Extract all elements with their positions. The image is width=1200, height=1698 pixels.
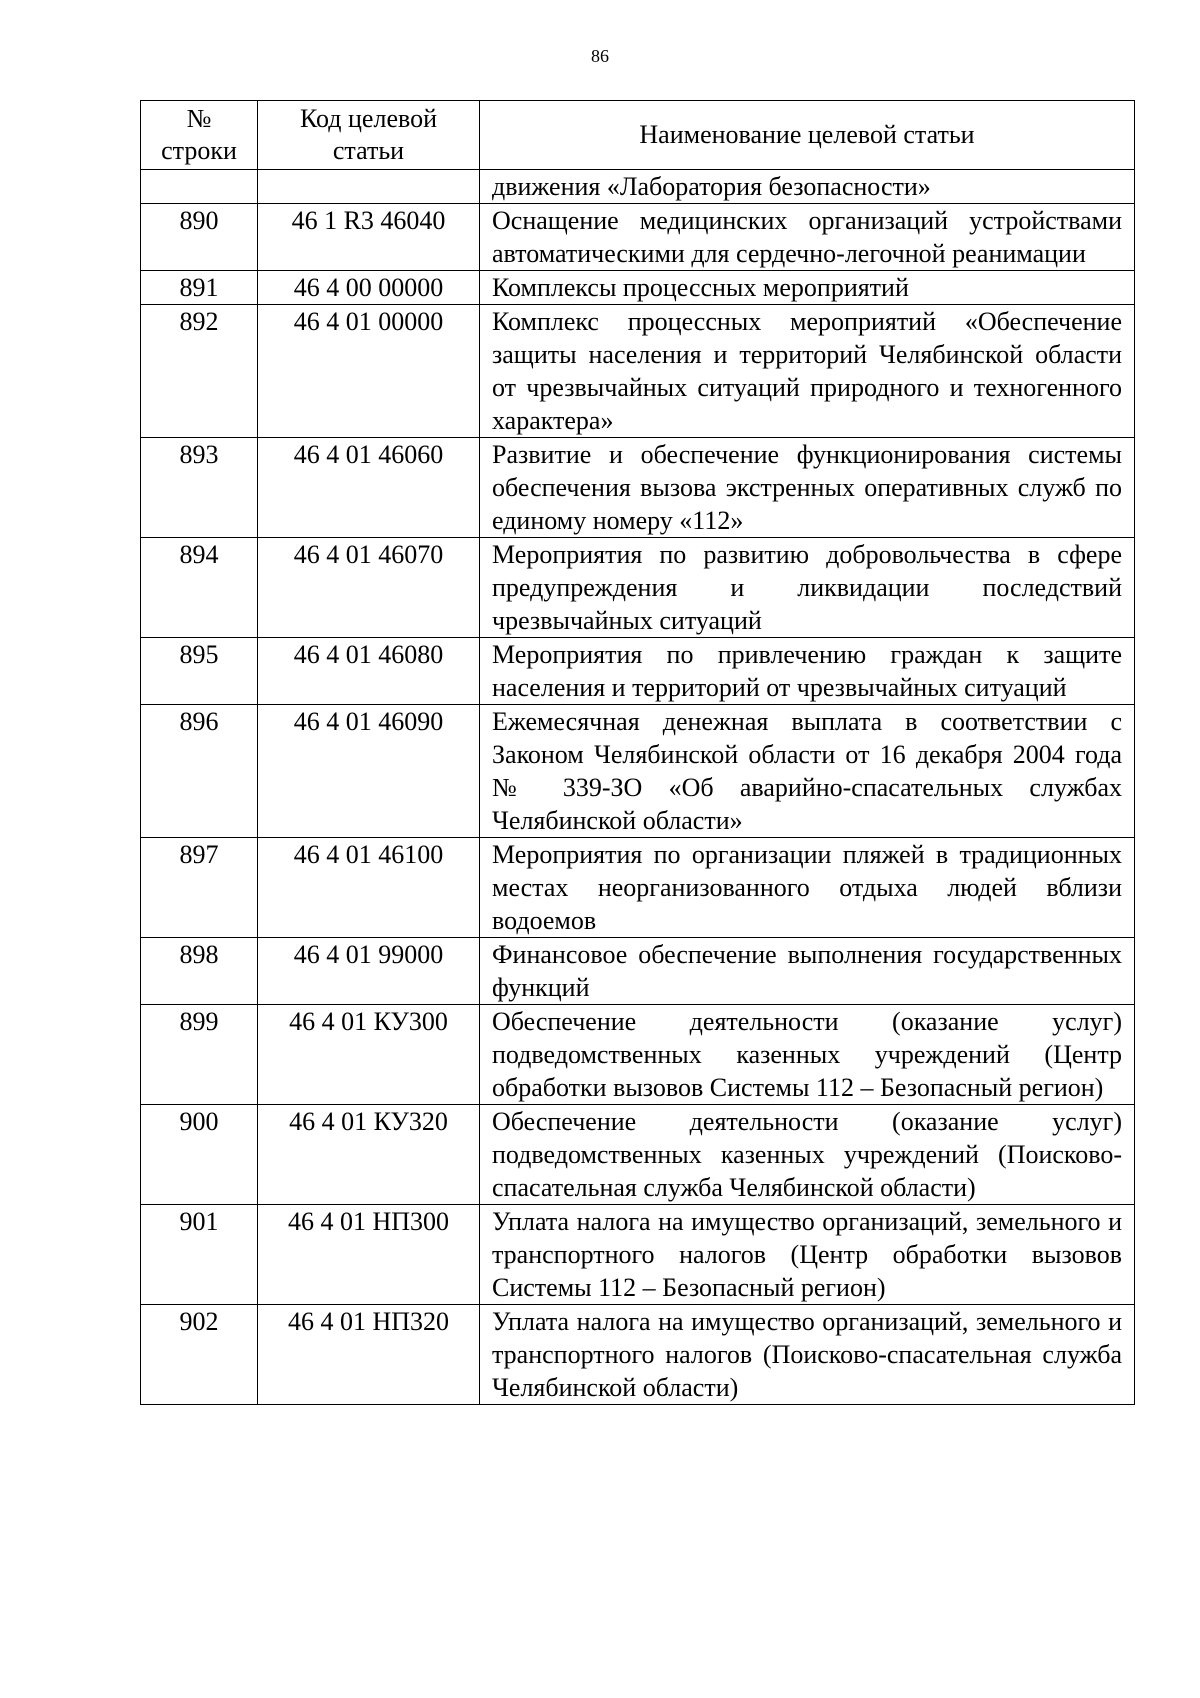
table-row — [141, 271, 1135, 305]
row-number: 891 — [141, 271, 258, 305]
table-header-row — [141, 101, 1135, 170]
article-name: Финансовое обеспечение выполнения государственных функций — [480, 938, 1135, 1005]
row-number: 892 — [141, 305, 258, 438]
article-code: 46 4 01 46060 — [258, 438, 480, 538]
table-row — [141, 170, 1135, 204]
article-code: 46 4 01 46080 — [258, 638, 480, 705]
row-number: 900 — [141, 1105, 258, 1205]
row-number: 901 — [141, 1205, 258, 1305]
table-row — [141, 638, 1135, 705]
article-code: 46 4 00 00000 — [258, 271, 480, 305]
article-name: движения «Лаборатория безопасности» — [480, 170, 1135, 204]
header-row-number: № строки — [141, 101, 258, 170]
article-code — [258, 170, 480, 204]
header-article-name: Наименование целевой статьи — [480, 101, 1135, 170]
row-number: 902 — [141, 1305, 258, 1405]
article-name: Мероприятия по привлечению граждан к защите населения и территорий от чрезвычайных ситуаций — [480, 638, 1135, 705]
article-code: 46 4 01 НП300 — [258, 1205, 480, 1305]
table-row — [141, 1005, 1135, 1105]
row-number: 893 — [141, 438, 258, 538]
row-number — [141, 170, 258, 204]
article-name: Ежемесячная денежная выплата в соответствии с Законом Челябинской области от 16 декабря 2004 года № 339-ЗО «Об аварийно-спасательных службах Челябинской области» — [480, 705, 1135, 838]
article-name: Уплата налога на имущество организаций, земельного и транспортного налогов (Центр обработки вызовов Системы 112 – Безопасный регион) — [480, 1205, 1135, 1305]
article-code: 46 4 01 НП320 — [258, 1305, 480, 1405]
row-number: 896 — [141, 705, 258, 838]
row-number: 895 — [141, 638, 258, 705]
article-name: Обеспечение деятельности (оказание услуг) подведомственных казенных учреждений (Центр обработки вызовов Системы 112 – Безопасный регион) — [480, 1005, 1135, 1105]
table-row — [141, 204, 1135, 271]
article-name: Развитие и обеспечение функционирования системы обеспечения вызова экстренных оперативных служб по единому номеру «112» — [480, 438, 1135, 538]
row-number: 899 — [141, 1005, 258, 1105]
article-code: 46 4 01 46090 — [258, 705, 480, 838]
target-articles-table — [140, 100, 1135, 1405]
article-name: Мероприятия по организации пляжей в традиционных местах неорганизованного отдыха людей вблизи водоемов — [480, 838, 1135, 938]
article-code: 46 4 01 46070 — [258, 538, 480, 638]
table-row — [141, 1305, 1135, 1405]
article-name: Оснащение медицинских организаций устройствами автоматическими для сердечно-легочной реанимации — [480, 204, 1135, 271]
table-row — [141, 538, 1135, 638]
article-code: 46 4 01 КУ320 — [258, 1105, 480, 1205]
header-article-code: Код целевой статьи — [258, 101, 480, 170]
page-number: 86 — [591, 46, 609, 66]
article-name: Комплексы процессных мероприятий — [480, 271, 1135, 305]
table-row — [141, 938, 1135, 1005]
table-row — [141, 438, 1135, 538]
row-number: 890 — [141, 204, 258, 271]
article-code: 46 4 01 00000 — [258, 305, 480, 438]
table-row — [141, 705, 1135, 838]
article-code: 46 4 01 46100 — [258, 838, 480, 938]
article-name: Уплата налога на имущество организаций, земельного и транспортного налогов (Поисково-спасательная служба Челябинской области) — [480, 1305, 1135, 1405]
article-name: Комплекс процессных мероприятий «Обеспечение защиты населения и территорий Челябинской области от чрезвычайных ситуаций природного и техногенного характера» — [480, 305, 1135, 438]
table-row — [141, 1205, 1135, 1305]
article-name: Мероприятия по развитию добровольчества в сфере предупреждения и ликвидации последствий чрезвычайных ситуаций — [480, 538, 1135, 638]
article-code: 46 1 R3 46040 — [258, 204, 480, 271]
table-row — [141, 1105, 1135, 1205]
row-number: 894 — [141, 538, 258, 638]
table-row — [141, 305, 1135, 438]
row-number: 898 — [141, 938, 258, 1005]
row-number: 897 — [141, 838, 258, 938]
article-code: 46 4 01 99000 — [258, 938, 480, 1005]
table-row — [141, 838, 1135, 938]
article-code: 46 4 01 КУ300 — [258, 1005, 480, 1105]
article-name: Обеспечение деятельности (оказание услуг) подведомственных казенных учреждений (Поисково-спасательная служба Челябинской области) — [480, 1105, 1135, 1205]
